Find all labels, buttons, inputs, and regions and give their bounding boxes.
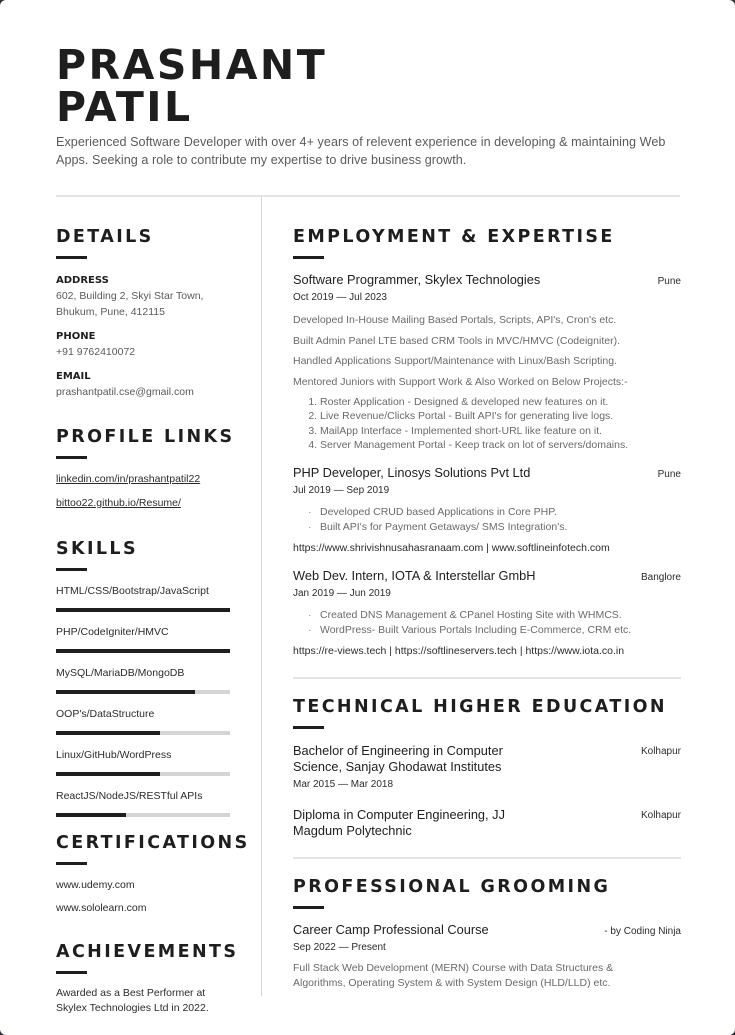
certification-item: www.sololearn.com (56, 902, 147, 914)
course-provider: - by Coding Ninja (604, 925, 681, 937)
job-dates: Jul 2019 — Sep 2019 (293, 484, 390, 496)
address-line2: Bhukum, Pune, 412115 (56, 306, 165, 318)
first-name: PRASHANT (56, 41, 328, 89)
degree-title-line2: Magdum Polytechnic (293, 822, 412, 838)
skill-level-track (56, 772, 230, 776)
degree-title (293, 743, 503, 775)
certifications-section (56, 832, 250, 915)
job-description-line: Built Admin Panel LTE based CRM Tools in MVC/HMVC (Codeigniter). (293, 334, 620, 347)
job-bullet: · Built API's for Payment Getaways/ SMS Integration's. (320, 520, 681, 535)
job-bullet-list (293, 505, 681, 535)
address-line1: 602, Building 2, Skyi Star Town, (56, 290, 204, 302)
job-location: Pune (657, 276, 681, 287)
course-title: Career Camp Professional Course (293, 921, 489, 937)
course-entry (293, 922, 681, 991)
section-underline (293, 256, 324, 259)
job-location: Pune (657, 468, 681, 480)
skill-item (56, 584, 236, 612)
degree-title-line2: Science, Sanjay Ghodawat Institutes (293, 758, 502, 774)
job-bullet: · Developed CRUD based Applications in Core PHP. (320, 505, 681, 520)
job-title: PHP Developer, Linosys Solutions Pvt Ltd (293, 464, 531, 480)
job-description-line: Mentored Juniors with Support Work & Also Worked on Below Projects:- (293, 375, 628, 388)
profile-links-section (56, 426, 236, 510)
section-underline (56, 456, 87, 459)
phone-label: PHONE (56, 331, 96, 342)
skill-level-track (56, 731, 230, 735)
achievements-section (56, 941, 239, 1016)
achievement-line1: Awarded as a Best Performer at (56, 987, 206, 999)
skill-name: ReactJS/NodeJS/RESTful APIs (56, 790, 203, 802)
skill-level-fill (56, 649, 230, 653)
skill-level-fill (56, 813, 126, 817)
job-header (293, 465, 681, 481)
degree-title (293, 807, 505, 839)
education-section (293, 696, 681, 839)
skill-level-track (56, 813, 230, 817)
skill-name: HTML/CSS/Bootstrap/JavaScript (56, 585, 209, 597)
education-location: Kolhapur (640, 745, 681, 757)
email-label: EMAIL (56, 371, 91, 382)
skills-list (56, 584, 236, 817)
github-resume-link[interactable]: bittoo22.github.io/Resume/ (56, 497, 181, 509)
project-item: 1. Roster Application - Designed & developed new features on it. (320, 395, 681, 410)
job-title: Software Programmer, Skylex Technologies (293, 272, 541, 287)
section-title: PROFESSIONAL GROOMING (293, 876, 611, 897)
skill-name: Linux/GitHub/WordPress (56, 749, 172, 761)
section-title: PROFILE LINKS (56, 427, 235, 447)
education-dates: Mar 2015 — Mar 2018 (293, 778, 394, 790)
skill-level-track (56, 608, 230, 612)
skill-item (56, 789, 236, 817)
course-description-line1: Full Stack Web Development (MERN) Course with Data Structures & (293, 961, 614, 974)
job-header (293, 568, 681, 584)
section-underline (56, 862, 87, 865)
right-column (293, 226, 681, 991)
employment-section (293, 226, 681, 658)
skill-level-track (56, 649, 230, 653)
course-header (293, 922, 681, 938)
left-column (56, 226, 250, 1016)
section-underline (56, 256, 87, 259)
job-entry (293, 465, 681, 555)
section-title: CERTIFICATIONS (56, 833, 250, 853)
details-section (56, 226, 236, 400)
summary: Experienced Software Developer with over 4+ years of relevent experience in developing & maintaining Web Apps. Seeking a role to contribute my expertise to drive business growth. (56, 135, 666, 167)
section-title: DETAILS (56, 227, 154, 247)
certification-item: www.udemy.com (56, 879, 135, 891)
skills-section (56, 538, 236, 817)
education-entry (293, 743, 681, 791)
skill-level-track (56, 690, 230, 694)
skill-level-fill (56, 772, 160, 776)
linkedin-link[interactable]: linkedin.com/in/prashantpatil22 (56, 473, 201, 485)
section-divider (293, 677, 681, 679)
skill-item (56, 748, 236, 776)
section-underline (56, 568, 87, 571)
job-dates: Oct 2019 — Jul 2023 (293, 292, 387, 303)
skill-item (56, 666, 236, 694)
job-urls: https://re-views.tech | https://softlineservers.tech | https://www.iota.co.in (293, 644, 625, 657)
section-underline (293, 906, 324, 909)
education-header (293, 743, 681, 775)
course-dates: Sep 2022 — Present (293, 941, 386, 953)
job-title: Web Dev. Intern, IOTA & Interstellar GmbH (293, 567, 536, 583)
email-value: prashantpatil.cse@gmail.com (56, 386, 194, 398)
last-name: PATIL (56, 83, 193, 131)
section-underline (56, 971, 87, 974)
section-title: ACHIEVEMENTS (56, 942, 239, 962)
skill-level-fill (56, 608, 230, 612)
section-title: SKILLS (56, 539, 138, 559)
achievement-line2: Skylex Technologies Ltd in 2022. (56, 1002, 209, 1014)
grooming-section (293, 876, 681, 991)
section-underline (293, 726, 324, 729)
job-description-line: Developed In-House Mailing Based Portals, Scripts, API's, Cron's etc. (293, 314, 617, 326)
skill-level-fill (56, 690, 195, 694)
education-header (293, 807, 681, 839)
job-description-line: Handled Applications Support/Maintenance with Linux/Bash Scripting. (293, 355, 617, 367)
project-item: 2. Live Revenue/Clicks Portal - Built API's for generating live logs. (320, 409, 681, 424)
job-entry (293, 568, 681, 658)
skill-name: PHP/CodeIgniter/HMVC (56, 626, 169, 638)
column-divider (261, 197, 262, 996)
project-list (293, 395, 681, 453)
job-dates: Jan 2019 — Jun 2019 (293, 587, 391, 599)
job-bullet: · Created DNS Management & CPanel Hosting Site with WHMCS. (320, 608, 681, 623)
skill-item (56, 707, 236, 735)
skill-name: OOP's/DataStructure (56, 708, 155, 720)
job-header (293, 272, 681, 288)
skill-name: MySQL/MariaDB/MongoDB (56, 667, 185, 679)
skill-level-fill (56, 731, 160, 735)
education-location: Kolhapur (640, 809, 681, 821)
job-entry (293, 272, 681, 453)
resume-header (56, 41, 686, 169)
skill-item (56, 625, 236, 653)
job-urls: https://www.shrivishnusahasranaam.com | www.softlineinfotech.com (293, 541, 610, 554)
address-label: ADDRESS (56, 275, 109, 286)
section-title: EMPLOYMENT & EXPERTISE (293, 227, 615, 247)
job-location: Banglore (640, 571, 681, 583)
job-bullet-list (293, 608, 681, 638)
project-item: 3. MailApp Interface - Implemented short-URL like feature on it. (320, 424, 681, 439)
education-entry (293, 807, 681, 839)
job-bullet: · WordPress- Built Various Portals Including E-Commerce, CRM etc. (320, 623, 681, 638)
course-description-line2: Algorithms, Operating System & with System Design (HLD/LLD) etc. (293, 976, 611, 989)
section-divider (293, 857, 681, 859)
header-divider (56, 195, 680, 197)
section-title: TECHNICAL HIGHER EDUCATION (293, 696, 667, 717)
phone-value: +91 9762410072 (56, 346, 136, 358)
degree-title-line1: Bachelor of Engineering in Computer (293, 742, 503, 758)
project-item: 4. Server Management Portal - Keep track on lot of servers/domains. (320, 438, 681, 453)
degree-title-line1: Diploma in Computer Engineering, JJ (293, 806, 505, 822)
